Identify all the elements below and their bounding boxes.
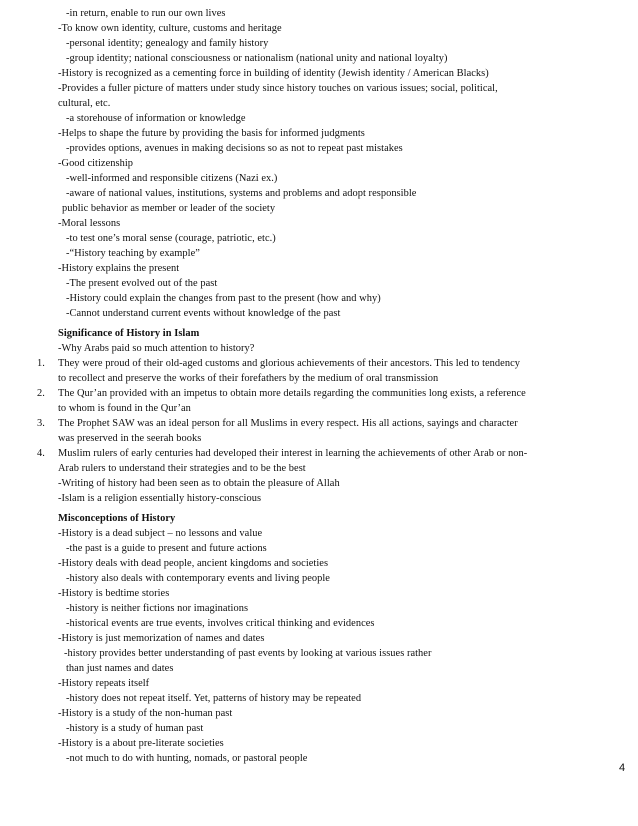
text-line: -Why Arabs paid so much attention to history? (58, 343, 255, 354)
text-line: -History could explain the changes from past to the present (how and why) (66, 293, 381, 304)
list-item: They were proud of their old-aged customs and glorious achievements of their ancestors. This led to tendency (58, 358, 520, 369)
text-line: -aware of national values, institutions, systems and problems and adopt responsible (66, 188, 417, 199)
list-number: 1. (37, 358, 45, 369)
text-line: -History repeats itself (58, 678, 150, 689)
list-item: The Qur’an provided with an impetus to obtain more details regarding the communities long exists, a reference (58, 388, 526, 399)
list-item: Muslim rulers of early centuries had developed their interest in learning the achievements of other Arab or non- (58, 448, 528, 459)
text-line: -History is a dead subject – no lessons and value (58, 528, 263, 539)
text-line: -history also deals with contemporary events and living people (66, 573, 330, 584)
text-line: -the past is a guide to present and future actions (66, 543, 267, 554)
text-line: -history provides better understanding of past events by looking at various issues rather (64, 648, 432, 659)
text-line: than just names and dates (66, 663, 174, 674)
list-number: 3. (37, 418, 45, 429)
page-number: 4 (619, 762, 626, 774)
text-line: -Helps to shape the future by providing the basis for informed judgments (58, 128, 365, 139)
text-line: -Moral lessons (58, 218, 121, 229)
section-heading: Significance of History in Islam (58, 328, 200, 339)
text-line: public behavior as member or leader of the society (62, 203, 276, 214)
text-line: -Writing of history had been seen as to obtain the pleasure of Allah (58, 478, 340, 489)
text-line: -history is a study of human past (66, 723, 204, 734)
text-line: -History deals with dead people, ancient kingdoms and societies (58, 558, 329, 569)
text-line: -History is bedtime stories (58, 588, 170, 599)
text-line: -History is just memorization of names and dates (58, 633, 265, 644)
text-line: -in return, enable to run our own lives (66, 8, 226, 19)
text-line: -Cannot understand current events without knowledge of the past (66, 308, 341, 319)
text-line: -“History teaching by example” (66, 248, 200, 259)
list-item-continuation: to whom is found in the Qur’an (58, 403, 191, 414)
text-line: -to test one’s moral sense (courage, patriotic, etc.) (66, 233, 276, 244)
text-line: -provides options, avenues in making decisions so as not to repeat past mistakes (66, 143, 403, 154)
text-line: -To know own identity, culture, customs and heritage (58, 23, 282, 34)
text-line: -history does not repeat itself. Yet, patterns of history may be repeated (66, 693, 362, 704)
text-line: -History is a study of the non-human past (58, 708, 233, 719)
text-line: -History is recognized as a cementing force in building of identity (Jewish identity / American Blacks) (58, 68, 489, 79)
text-line: -Islam is a religion essentially history-conscious (58, 493, 262, 504)
text-line: -historical events are true events, involves critical thinking and evidences (66, 618, 375, 629)
text-line: -History explains the present (58, 263, 180, 274)
text-line: -The present evolved out of the past (66, 278, 218, 289)
text-line: -a storehouse of information or knowledge (66, 113, 246, 124)
list-number: 4. (37, 448, 45, 459)
text-line: -Good citizenship (58, 158, 134, 169)
text-line: -history is neither fictions nor imaginations (66, 603, 249, 614)
text-line: -personal identity; genealogy and family history (66, 38, 269, 49)
text-line: -not much to do with hunting, nomads, or pastoral people (66, 753, 308, 764)
list-item-continuation: Arab rulers to understand their strategies and to be the best (58, 463, 306, 474)
text-line: -Provides a fuller picture of matters under study since history touches on various issues; social, political, (58, 83, 498, 94)
list-item-continuation: to recollect and preserve the works of their forefathers by the medium of oral transmission (58, 373, 439, 384)
text-line: -group identity; national consciousness or nationalism (national unity and national loyalty) (66, 53, 448, 64)
text-line: cultural, etc. (58, 98, 111, 109)
list-item-continuation: was preserved in the seerah books (58, 433, 202, 444)
section-heading: Misconceptions of History (58, 513, 176, 524)
list-item: The Prophet SAW was an ideal person for all Muslims in every respect. His all actions, sayings and character (58, 418, 518, 429)
text-line: -History is a about pre-literate societies (58, 738, 224, 749)
text-line: -well-informed and responsible citizens (Nazi ex.) (66, 173, 278, 184)
list-number: 2. (37, 388, 45, 399)
